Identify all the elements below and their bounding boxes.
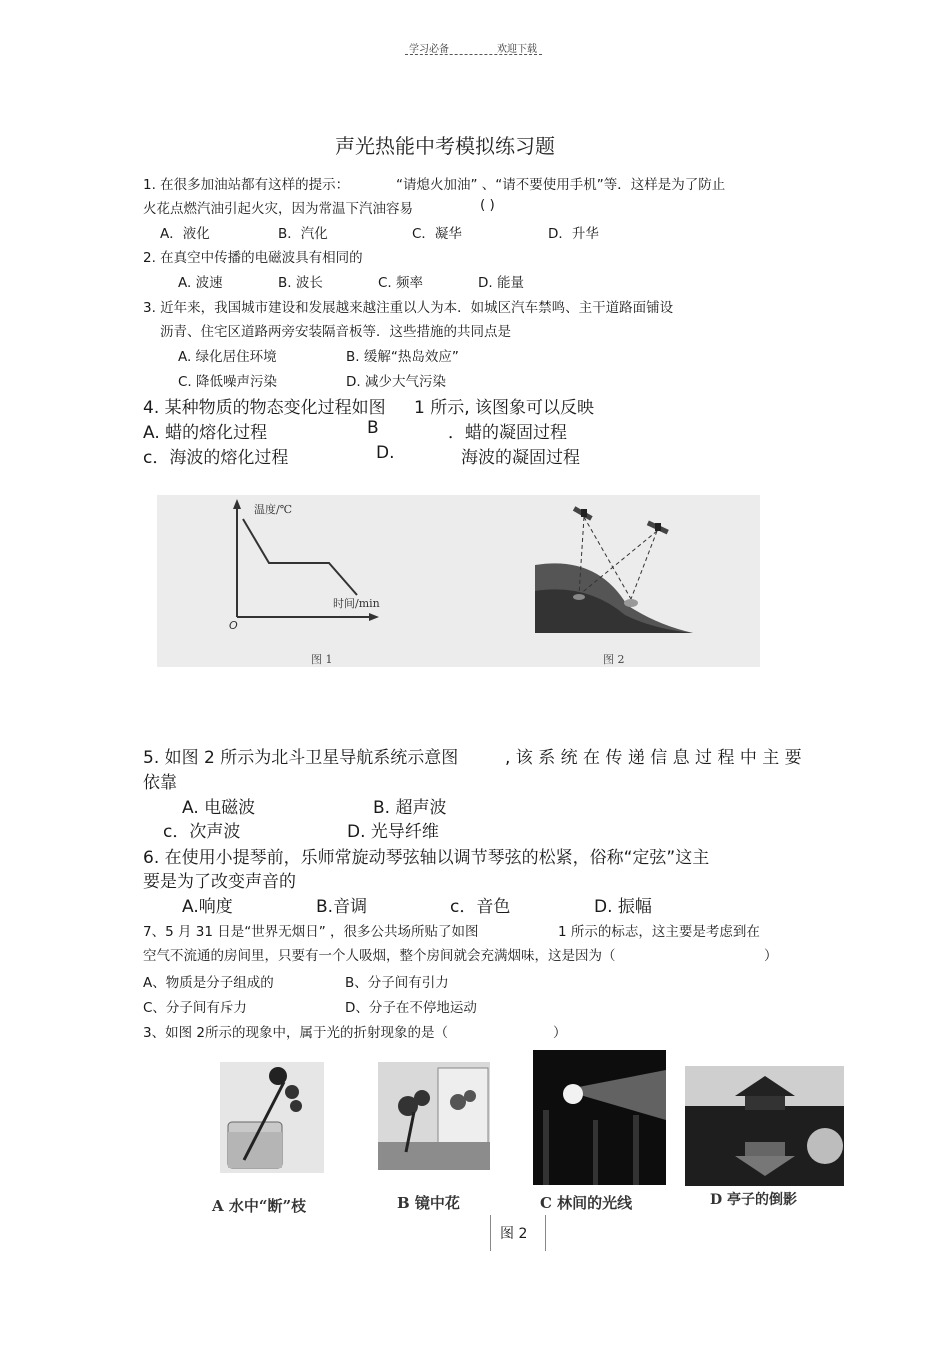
q7-option-d: D、分子在不停地运动 xyxy=(345,1000,477,1016)
q7-option-c: C、分子间有斥力 xyxy=(143,1000,247,1016)
q6-option-d: D. 振幅 xyxy=(594,897,652,917)
receiver-1 xyxy=(573,594,585,600)
q1-option-c: C．凝华 xyxy=(412,226,462,242)
figure1-caption: 图 1 xyxy=(311,653,333,666)
q5-option-b: B. 超声波 xyxy=(373,798,447,818)
q2-option-c: C. 频率 xyxy=(378,275,424,291)
q6-option-c: c．音色 xyxy=(450,897,511,917)
q6-option-a: A.响度 xyxy=(182,897,233,917)
q4-stem-b: 1 所示, 该图象可以反映 xyxy=(414,398,595,418)
q3-option-d: D. 减少大气污染 xyxy=(346,374,446,390)
q3-option-a: A. 绿化居住环境 xyxy=(178,349,277,365)
q2-option-d: D. 能量 xyxy=(478,275,524,291)
q7-line1b: 1 所示的标志，这主要是考虑到在 xyxy=(558,924,760,940)
photo-pavilion-reflection xyxy=(685,1066,844,1186)
q7-line2-end: ） xyxy=(764,948,778,964)
q6-option-b: B.音调 xyxy=(316,897,368,917)
figure1-graph xyxy=(157,495,760,667)
q3-line2: 沥青、住宅区道路两旁安装隔音板等．这些措施的共同点是 xyxy=(160,324,511,340)
photo-forest-light xyxy=(533,1050,666,1185)
satellite-right-icon xyxy=(647,521,669,535)
q1-line1a: 1. 在很多加油站都有这样的提示： xyxy=(143,177,350,193)
caption-b: B 镜中花 xyxy=(397,1194,460,1212)
q8-stem: 3、如图 2所示的现象中，属于光的折射现象的是（ xyxy=(143,1025,448,1041)
q3-option-b: B. 缓解“热岛效应” xyxy=(346,349,459,365)
q4-option-d-letter: D. xyxy=(376,443,395,463)
figure1-xlabel: 时间/min xyxy=(333,597,380,610)
q5-line1b: , 该 系 统 在 传 递 信 息 过 程 中 主 要 xyxy=(505,748,802,768)
caption-c: C 林间的光线 xyxy=(540,1194,633,1212)
satellite-left-icon xyxy=(573,506,593,520)
q4-option-a: A. 蜡的熔化过程 xyxy=(143,423,268,443)
photo-mirror-flower xyxy=(378,1062,490,1170)
q3-line1: 3. 近年来，我国城市建设和发展越来越注重以人为本．如城区汽车禁鸣、主干道路面铺设 xyxy=(143,300,674,316)
q5-option-c: c．次声波 xyxy=(163,822,241,842)
q7-line1a: 7、5 月 31 日是“世界无烟日” ，很多公共场所贴了如图 xyxy=(143,924,479,940)
q5-option-a: A. 电磁波 xyxy=(182,798,256,818)
q7-option-a: A、物质是分子组成的 xyxy=(143,975,274,991)
q1-line2: 火花点燃汽油引起火灾，因为常温下汽油容易 xyxy=(143,201,413,217)
figure-divider-right xyxy=(545,1215,546,1251)
q2-option-a: A. 波速 xyxy=(178,275,223,291)
q2-option-b: B. 波长 xyxy=(278,275,323,291)
q4-stem-a: 4. 某种物质的物态变化过程如图 xyxy=(143,398,386,418)
q2-stem: 2. 在真空中传播的电磁波具有相同的 xyxy=(143,250,363,266)
q5-option-d: D. 光导纤维 xyxy=(347,822,439,842)
x-axis-arrow xyxy=(369,613,379,621)
receiver-2 xyxy=(624,599,638,607)
header-right: 欢迎下载 xyxy=(497,44,537,55)
y-axis-arrow xyxy=(233,499,241,509)
q1-option-d: D．升华 xyxy=(548,226,599,242)
figure1-ylabel: 温度/℃ xyxy=(254,503,293,516)
figure-panel xyxy=(157,495,760,667)
page-title: 声光热能中考模拟练习题 xyxy=(335,134,555,158)
q6-line1: 6. 在使用小提琴前，乐师常旋动琴弦轴以调节琴弦的松紧，俗称“定弦”这主 xyxy=(143,848,710,868)
q7-option-b: B、分子间有引力 xyxy=(345,975,449,991)
caption-d: D 亭子的倒影 xyxy=(710,1192,798,1208)
figure-divider-left xyxy=(490,1215,491,1251)
q7-line2: 空气不流通的房间里，只要有一个人吸烟，整个房间就会充满烟味，这是因为（ xyxy=(143,948,616,964)
figure1-origin: O xyxy=(229,619,238,632)
figure2-caption: 图 2 xyxy=(603,653,625,666)
q5-line2: 依靠 xyxy=(143,773,177,793)
q4-option-c: c．海波的熔化过程 xyxy=(143,448,289,468)
header-left: 学习必备 xyxy=(409,44,449,55)
q4-option-d-text: 海波的凝固过程 xyxy=(461,448,580,468)
q1-line1b: “请熄火加油” 、“请不要使用手机”等．这样是为了防止 xyxy=(396,177,726,193)
photo-water-branch xyxy=(220,1062,324,1173)
q3-option-c: C. 降低噪声污染 xyxy=(178,374,278,390)
header-divider xyxy=(405,54,542,55)
q1-blank: ( ) xyxy=(480,197,495,213)
q6-line2: 要是为了改变声音的 xyxy=(143,872,296,892)
figure2-label: 图 2 xyxy=(500,1226,528,1242)
q1-option-b: B．汽化 xyxy=(278,226,328,242)
q8-stem-end: ） xyxy=(553,1025,567,1041)
cooling-curve xyxy=(243,519,357,595)
q1-option-a: A．液化 xyxy=(160,226,210,242)
q5-line1a: 5. 如图 2 所示为北斗卫星导航系统示意图 xyxy=(143,748,459,768)
caption-a: A 水中“断”枝 xyxy=(212,1197,307,1215)
q4-option-b-letter: B xyxy=(367,418,379,438)
q4-option-b-text: ．蜡的凝固过程 xyxy=(448,423,567,443)
